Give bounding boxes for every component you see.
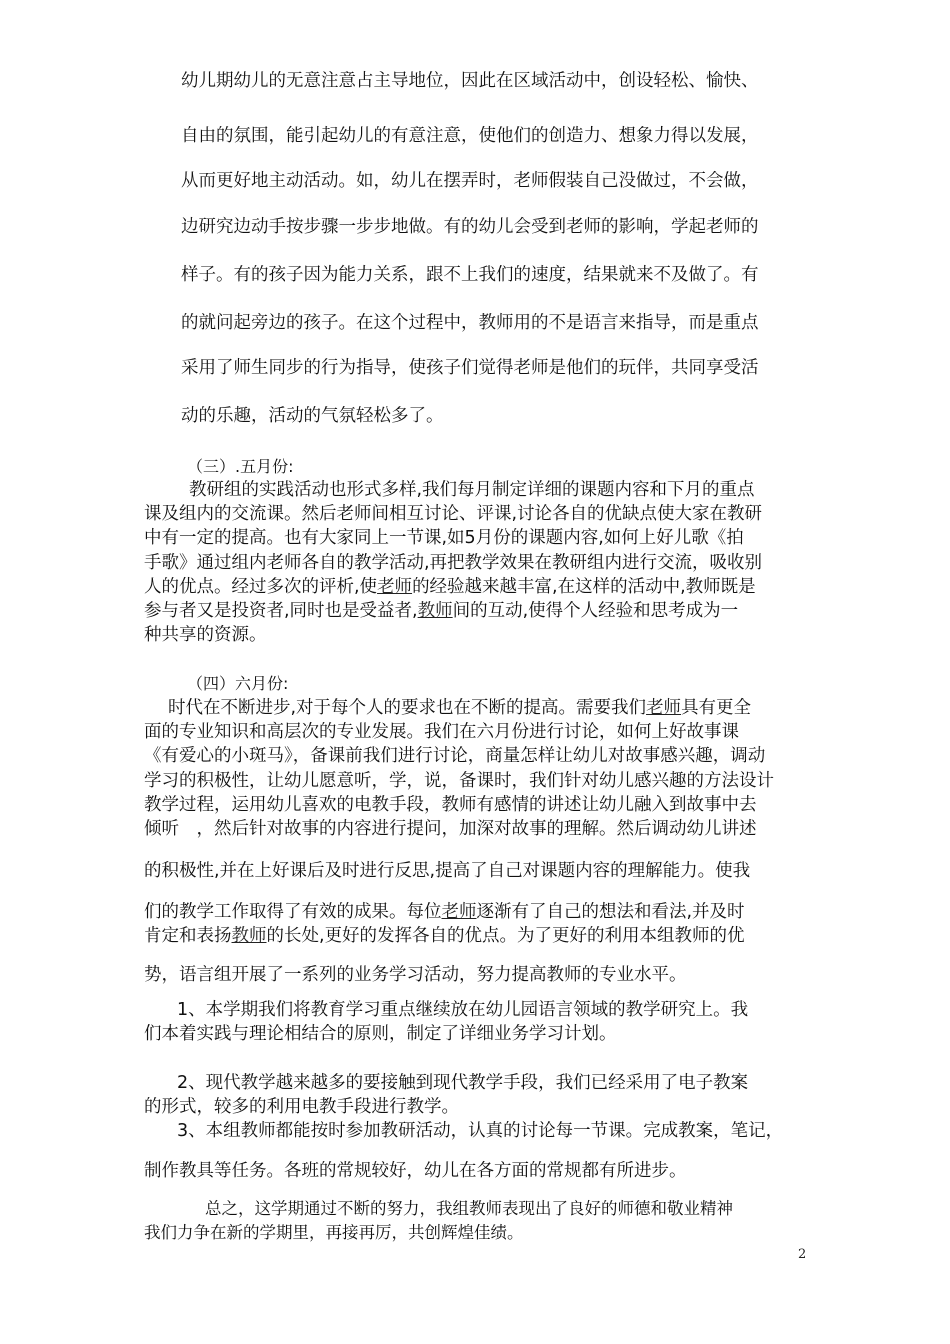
text-line: 中有一定的提高。也有大家同上一节课,如5月份的课题内容,如何上好儿歌《拍 [144,528,744,548]
text-span: 参与者又是投资者,同时也是受益者, [144,601,418,621]
text-line: 总之，这学期通过不断的努力，我组教师表现出了良好的师德和敬业精神 [205,1199,733,1218]
text-line: 面的专业知识和高层次的专业发展。我们在六月份进行讨论，如何上好故事课 [144,722,739,742]
text-line: 势，语言组开展了一系列的业务学习活动，努力提高教师的专业水平。 [144,965,687,985]
text-span: 肯定和表扬 [144,926,232,946]
text-span: 的长处,更好的发挥各自的优点。为了更好的利用本组教师的优 [266,926,745,946]
link-teacher[interactable]: 老师 [646,698,682,718]
text-line [144,600,738,622]
list-item: 3、本组教师都能按时参加教研活动，认真的讨论每一节课。完成教案，笔记， [177,1121,784,1141]
text-line: 教研组的实践活动也形式多样,我们每月制定详细的课题内容和下月的重点 [189,480,755,500]
text-line [144,576,756,598]
page-number: 2 [798,1247,807,1262]
text-line: 自由的氛围，能引起幼儿的有意注意，使他们的创造力、想象力得以发展， [181,126,759,146]
text-line: 边研究边动手按步骤一步步地做。有的幼儿会受到老师的影响，学起老师的 [181,217,759,237]
text-span: 人的优点。经过多次的评析,使 [144,577,378,597]
text-line [144,901,745,923]
text-line: 课及组内的交流课。然后老师间相互讨论、评课,讨论各自的优缺点使大家在教研 [144,504,763,524]
link-teacher[interactable]: 教师 [417,601,453,621]
text-line [144,925,745,947]
link-teacher[interactable]: 老师 [377,577,413,597]
text-span: 间的互动,使得个人经验和思考成为一 [452,601,739,621]
section-heading-june: （四）六月份: [187,674,289,693]
text-line: 《有爱心的小斑马》，备课前我们进行讨论，商量怎样让幼儿对故事感兴趣，调动 [144,746,766,766]
text-line: 教学过程，运用幼儿喜欢的电教手段，教师有感情的讲述让幼儿融入到故事中去 [144,795,757,815]
section-heading-may: （三）.五月份: [187,457,294,476]
text-span: 们的教学工作取得了有效的成果。每位 [144,902,442,922]
text-line: 我们力争在新的学期里，再接再厉，共创辉煌佳绩。 [144,1223,524,1242]
text-span: 时代在不断进步,对于每个人的要求也在不断的提高。需要我们 [168,698,647,718]
text-line: 的就问起旁边的孩子。在这个过程中，教师用的不是语言来指导，而是重点 [181,313,759,333]
text-line: 们本着实践与理论相结合的原则，制定了详细业务学习计划。 [144,1024,617,1044]
text-line: 的积极性,并在上好课后及时进行反思,提高了自己对课题内容的理解能力。使我 [144,861,751,881]
text-line: 幼儿期幼儿的无意注意占主导地位，因此在区域活动中，创设轻松、愉快、 [181,71,759,91]
text-line: 动的乐趣，活动的气氛轻松多了。 [181,406,444,426]
text-line [168,697,751,719]
list-item: 1、本学期我们将教育学习重点继续放在幼儿园语言领域的教学研究上。我 [177,1000,749,1020]
text-line: 制作教具等任务。各班的常规较好，幼儿在各方面的常规都有所进步。 [144,1161,687,1181]
text-line: 的形式，较多的利用电教手段进行教学。 [144,1097,459,1117]
text-span: 具有更全 [681,698,752,718]
text-span: 逐渐有了自己的想法和看法,并及时 [476,902,745,922]
text-line: 采用了师生同步的行为指导，使孩子们觉得老师是他们的玩伴，共同享受活 [181,358,759,378]
text-line: 手歌》通过组内老师各自的教学活动,再把教学效果在教研组内进行交流，吸收别 [144,553,763,573]
text-line: 从而更好地主动活动。如，幼儿在摆弄时，老师假装自己没做过，不会做， [181,171,759,191]
text-line: 种共享的资源。 [144,625,267,645]
link-teacher[interactable]: 教师 [231,926,267,946]
link-teacher[interactable]: 老师 [441,902,477,922]
text-line: 倾听 ，然后针对故事的内容进行提问，加深对故事的理解。然后调动幼儿讲述 [144,819,757,839]
text-line: 样子。有的孩子因为能力关系，跟不上我们的速度，结果就来不及做了。有 [181,265,759,285]
text-span: 的经验越来越丰富,在这样的活动中,教师既是 [412,577,756,597]
list-item: 2、现代教学越来越多的要接触到现代教学手段，我们已经采用了电子教案 [177,1073,749,1093]
text-line: 学习的积极性，让幼儿愿意听，学，说，备课时，我们针对幼儿感兴趣的方法设计 [144,771,774,791]
